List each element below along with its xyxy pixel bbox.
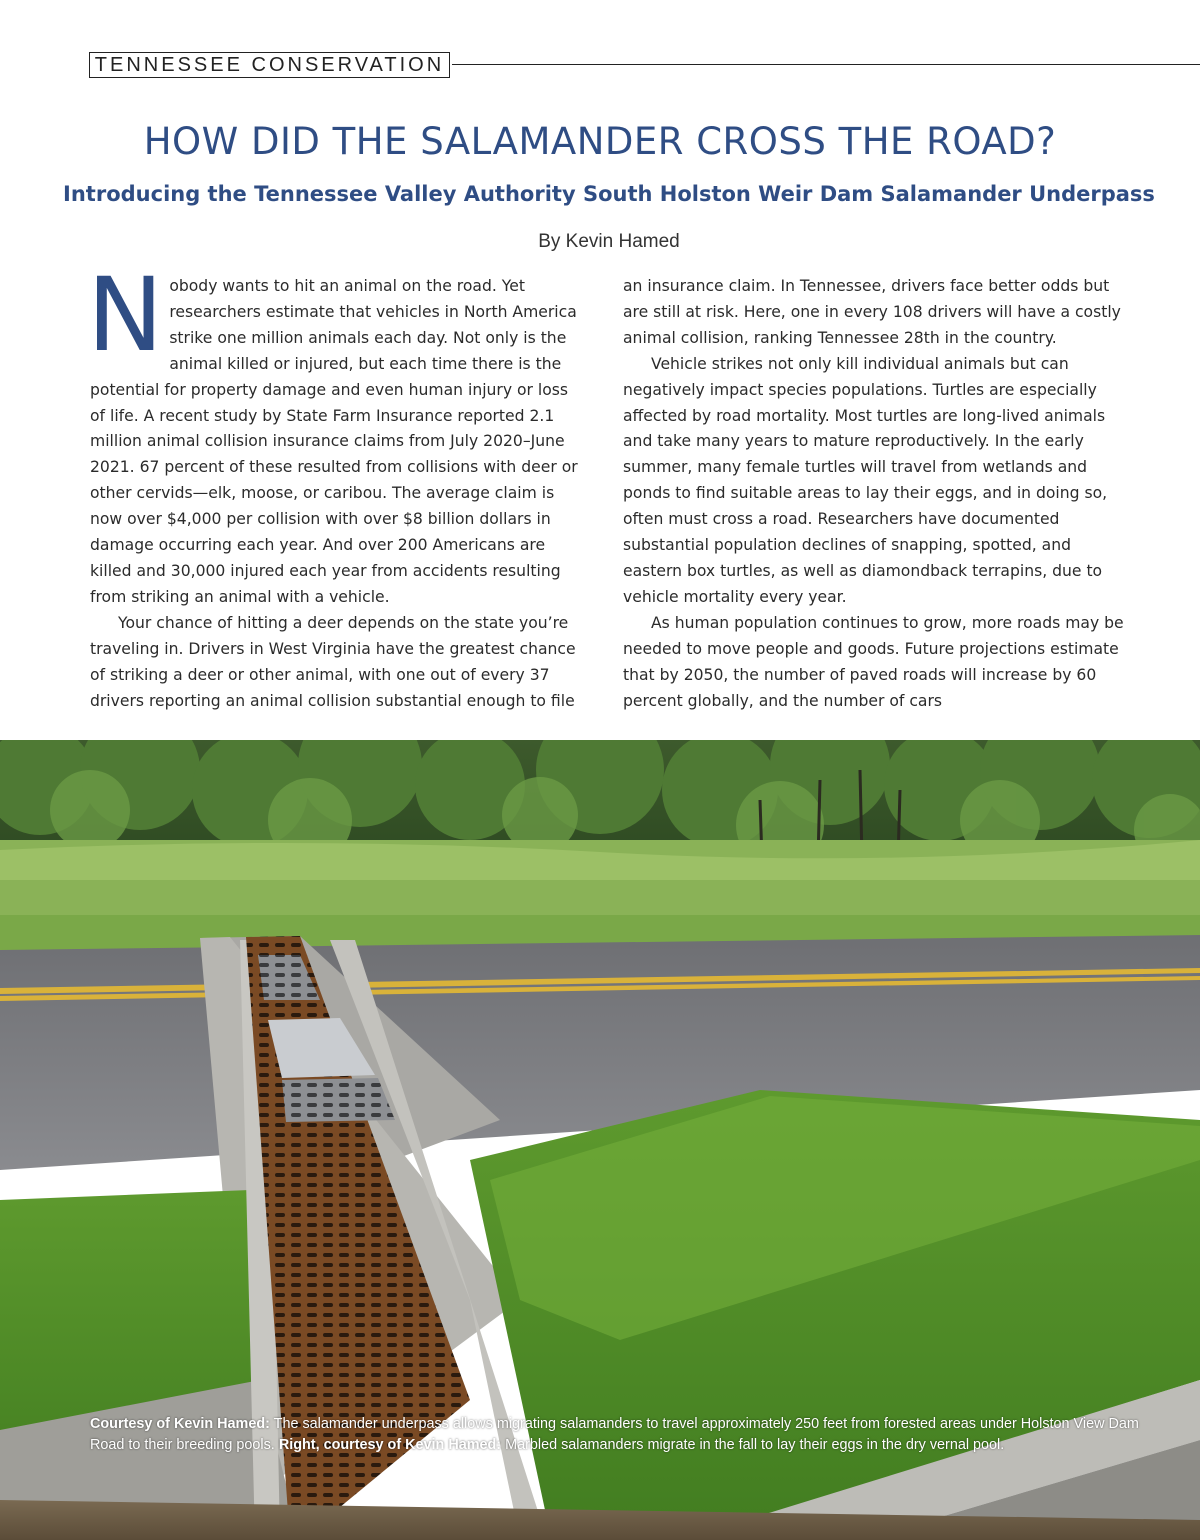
byline: By Kevin Hamed bbox=[538, 231, 680, 252]
section-label: TENNESSEE CONSERVATION bbox=[89, 52, 450, 78]
caption-credit-2: Right, courtesy of Kevin Hamed: bbox=[278, 1437, 502, 1453]
paragraph-3: Vehicle strikes not only kill individual animals but can negatively impact species populations. Turtles are especially affected by road mortality. Most turtles are long-lived animals and take many years to mature reproductively. In the early summer, many female turtles will travel from wetlands and ponds to find suitable areas to lay their eggs, and in doing so, often must cross a road. Researchers have documented substantial population declines of snapping, spotted, and eastern box turtles, as well as diamondback terrapins, due to vehicle mortality every year. bbox=[623, 354, 1108, 606]
article-subtitle: Introducing the Tennessee Valley Authority South Holston Weir Dam Salamander Underpass bbox=[63, 182, 1155, 206]
paragraph-1 bbox=[87, 256, 587, 611]
paragraph-1-text: obody wants to hit an animal on the road. Yet researchers estimate that vehicles in North America strike one million animals each day. Not only is the animal killed or injured, but each time there is the potential for property damage and even human injury or loss of life. A recent study by State Farm Insurance reported 2.1 million animal collision insurance claims from July 2020–June 2021. 67 percent of these resulted from collisions with deer or other cervids—elk, moose, or caribou. The average claim is now over $4,000 per collision with over $8 billion dollars in damage occurring each year. And over 200 Americans are killed and 30,000 injured each year from accidents resulting from striking an animal with a vehicle. bbox=[90, 277, 578, 606]
header-rule bbox=[452, 64, 1200, 65]
caption-credit-1: Courtesy of Kevin Hamed: bbox=[90, 1416, 270, 1432]
caption-text-1: The salamander underpass allows migrating salamanders to travel approximately 250 feet from forested areas under Holston View Dam Road to their breeding pools. bbox=[90, 1416, 1139, 1453]
article-column-right bbox=[623, 274, 1128, 714]
article-column-left bbox=[87, 256, 587, 714]
photo-caption bbox=[90, 1414, 1140, 1456]
paragraph-2-continued: an insurance claim. In Tennessee, drivers face better odds but are still at risk. Here, one in every 108 drivers will have a costly animal collision, ranking Tennessee 28th in the country. bbox=[623, 277, 1121, 347]
caption-text-2: Marbled salamanders migrate in the fall to lay their eggs in the dry vernal pool. bbox=[501, 1437, 1005, 1453]
paragraph-2: Your chance of hitting a deer depends on the state you’re traveling in. Drivers in West Virginia have the greatest chance of striking a deer or other animal, with one out of every 37 drivers reporting an animal collision substantial enough to file bbox=[90, 613, 576, 710]
article-title: HOW DID THE SALAMANDER CROSS THE ROAD? bbox=[143, 120, 1057, 163]
drop-cap: N bbox=[87, 256, 164, 375]
paragraph-4: As human population continues to grow, more roads may be needed to move people and goods. Future projections estimate that by 2050, the number of paved roads will increase by 60 percent globally, and the number of cars bbox=[623, 613, 1124, 710]
